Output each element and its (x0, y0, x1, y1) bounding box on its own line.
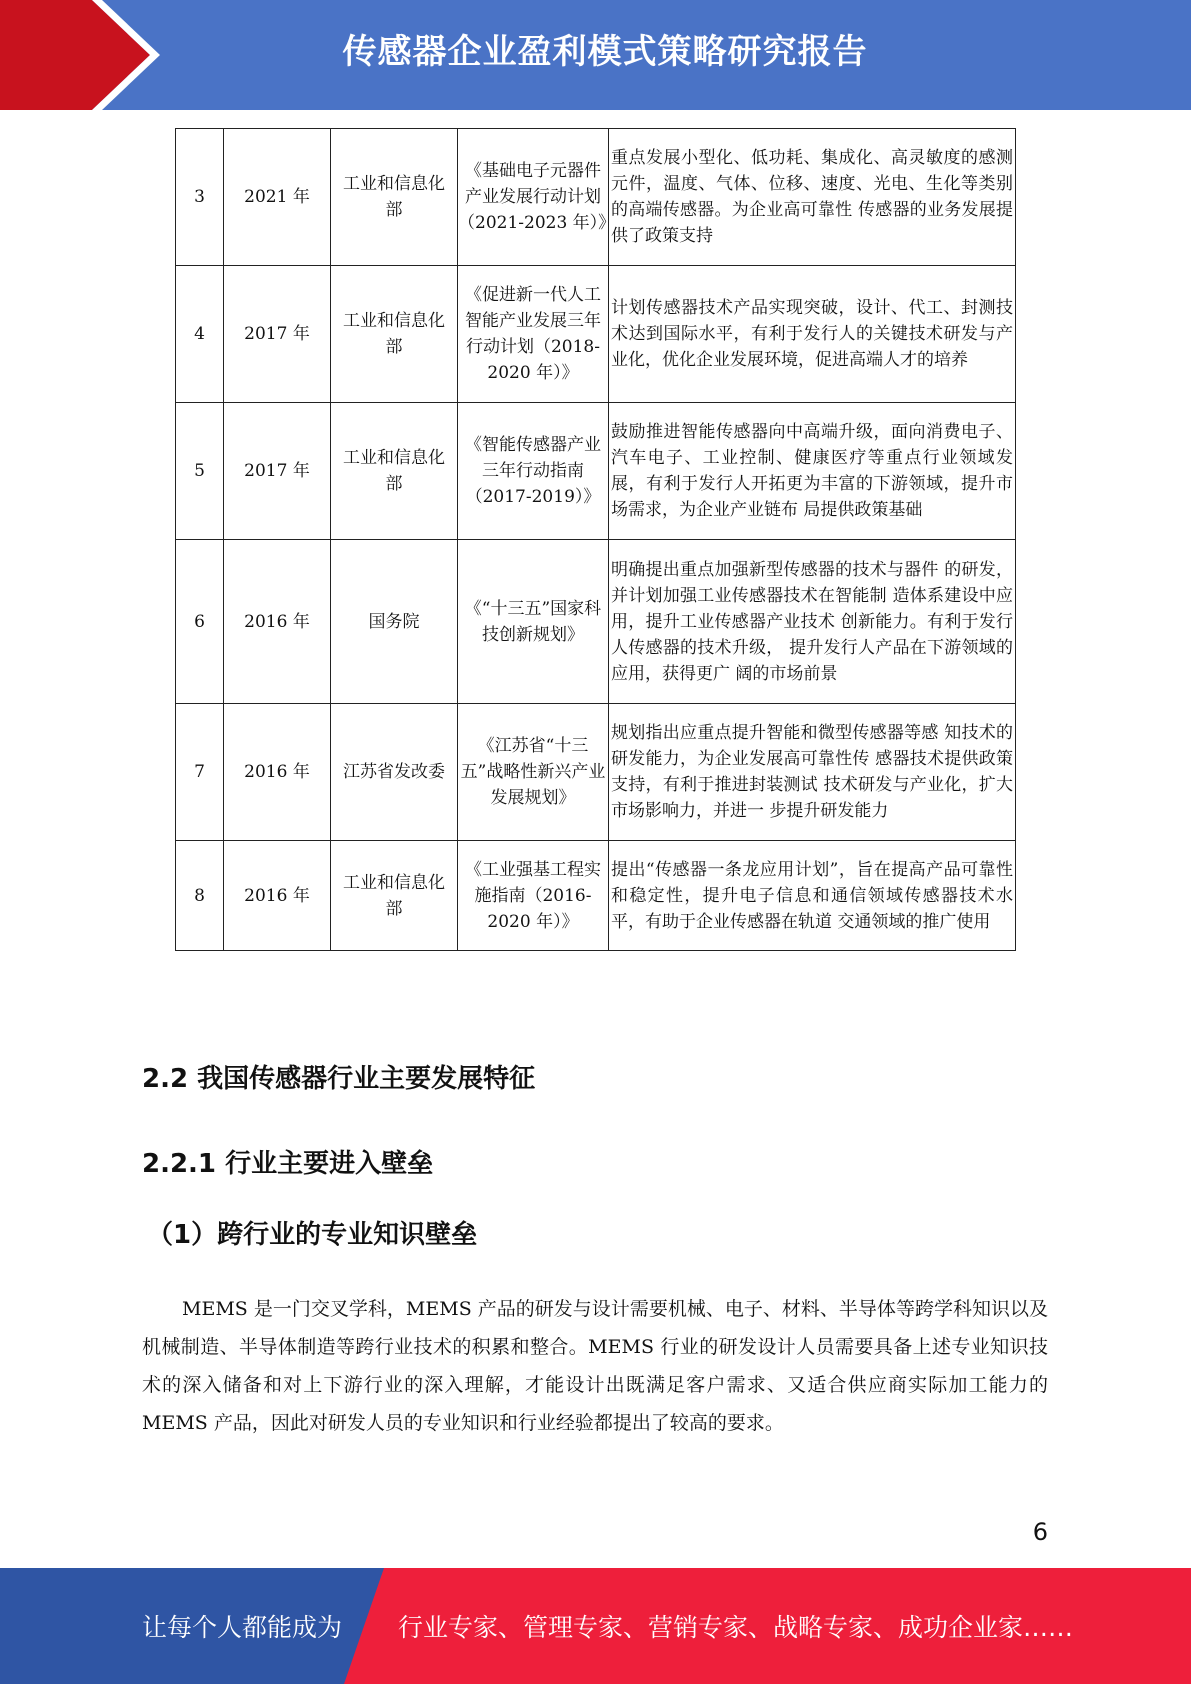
row-department: 工业和信息化部 (331, 266, 458, 403)
row-department: 国务院 (331, 540, 458, 704)
row-document: 《基础电子元器件产业发展行动计划（2021-2023 年）》 (458, 129, 609, 266)
row-number: 3 (176, 129, 224, 266)
row-department: 工业和信息化部 (331, 129, 458, 266)
policy-table (175, 128, 1016, 951)
row-description: 计划传感器技术产品实现突破，设计、代工、封测技术达到国际水平，有利于发行人的关键技术研发与产业化，优化企业发展环境，促进高端人才的培养 (609, 266, 1016, 403)
policy-table-body (176, 129, 1016, 951)
body-paragraph: MEMS 是一门交叉学科，MEMS 产品的研发与设计需要机械、电子、材料、半导体等跨学科知识以及机械制造、半导体制造等跨行业技术的积累和整合。MEMS 行业的研发设计人员需要具备上述专业知识技术的深入储备和对上下游行业的深入理解，才能设计出既满足客户需求、又适合供应商实际加工能力的 MEMS 产品，因此对研发人员的专业知识和行业经验都提出了较高的要求。 (142, 1298, 1048, 1434)
table-row (176, 540, 1016, 704)
row-department: 工业和信息化部 (331, 403, 458, 540)
section-heading-2-2: 2.2 我国传感器行业主要发展特征 (142, 1064, 536, 1094)
row-year: 2017 年 (224, 266, 331, 403)
row-year: 2016 年 (224, 540, 331, 704)
row-document: 《江苏省“十三五”战略性新兴产业发展规划》 (458, 704, 609, 841)
row-department: 工业和信息化部 (331, 841, 458, 951)
row-document: 《智能传感器产业三年行动指南（2017-2019）》 (458, 403, 609, 540)
row-document: 《工业强基工程实施指南（2016-2020 年）》 (458, 841, 609, 951)
row-department: 江苏省发改委 (331, 704, 458, 841)
row-number: 6 (176, 540, 224, 704)
page-footer (0, 1568, 1191, 1684)
table-row (176, 266, 1016, 403)
row-description: 明确提出重点加强新型传感器的技术与器件 的研发，并计划加强工业传感器技术在智能制 造体系建设中应用，提升工业传感器产业技术 创新能力。有利于发行人传感器的技术升级， 提升发行人产品在下游领域的应用，获得更广 阔的市场前景 (609, 540, 1016, 704)
row-description: 规划指出应重点提升智能和微型传感器等感 知技术的研发能力，为企业发展高可靠性传 感器技术提供政策支持，有利于推进封装测试 技术研发与产业化，扩大市场影响力，并进一 步提升研发能力 (609, 704, 1016, 841)
row-description: 鼓励推进智能传感器向中高端升级，面向消费电子、汽车电子、工业控制、健康医疗等重点行业领域发展，有利于发行人开拓更为丰富的下游领域，提升市场需求，为企业产业链布 局提供政策基础 (609, 403, 1016, 540)
page-header (0, 0, 1191, 110)
table-row (176, 841, 1016, 951)
row-number: 5 (176, 403, 224, 540)
row-number: 7 (176, 704, 224, 841)
row-year: 2016 年 (224, 841, 331, 951)
row-description: 重点发展小型化、低功耗、集成化、高灵敏度的感测元件，温度、气体、位移、速度、光电、生化等类别的高端传感器。为企业高可靠性 传感器的业务发展提供了政策支持 (609, 129, 1016, 266)
footer-slogan-left: 让每个人都能成为 (142, 1613, 343, 1642)
row-number: 8 (176, 841, 224, 951)
row-document: 《促进新一代人工智能产业发展三年行动计划（2018-2020 年）》 (458, 266, 609, 403)
subsection-heading-1: （1）跨行业的专业知识壁垒 (147, 1220, 478, 1250)
row-year: 2016 年 (224, 704, 331, 841)
table-row (176, 704, 1016, 841)
row-document: 《“十三五”国家科技创新规划》 (458, 540, 609, 704)
table-row (176, 129, 1016, 266)
header-title: 传感器企业盈利模式策略研究报告 (342, 32, 868, 72)
row-description: 提出“传感器一条龙应用计划”，旨在提高产品可靠性和稳定性，提升电子信息和通信领域传感器技术水平，有助于企业传感器在轨道 交通领域的推广使用 (609, 841, 1016, 951)
row-year: 2017 年 (224, 403, 331, 540)
row-year: 2021 年 (224, 129, 331, 266)
footer-slogan-right: 行业专家、管理专家、营销专家、战略专家、成功企业家…… (398, 1613, 1074, 1642)
table-row (176, 403, 1016, 540)
section-heading-2-2-1: 2.2.1 行业主要进入壁垒 (142, 1149, 434, 1179)
page-number: 6 (1032, 1518, 1048, 1546)
row-number: 4 (176, 266, 224, 403)
